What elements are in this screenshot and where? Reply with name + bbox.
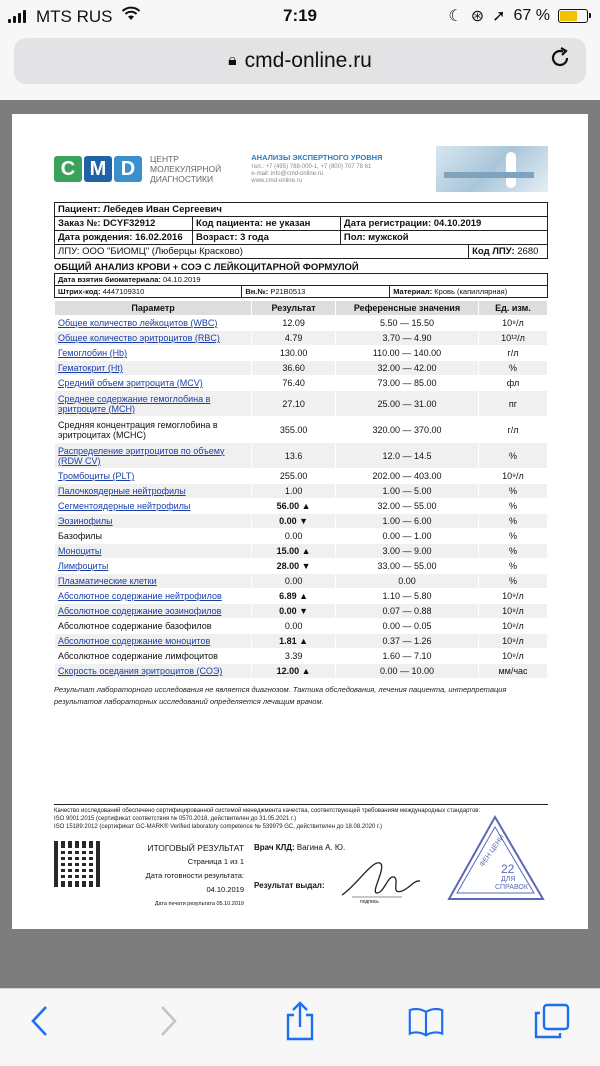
lab-header bbox=[54, 144, 548, 194]
param-cell[interactable]: Абсолютное содержание нейтрофилов bbox=[55, 589, 252, 604]
result-cell: 0.00 ▼ bbox=[252, 604, 336, 619]
result-cell: 255.00 bbox=[252, 469, 336, 484]
reference-cell: 0.37 — 1.26 bbox=[335, 634, 478, 649]
reference-cell: 1.00 — 5.00 bbox=[335, 484, 478, 499]
result-cell: 28.00 ▼ bbox=[252, 559, 336, 574]
table-row bbox=[55, 376, 548, 391]
reference-cell: 1.10 — 5.80 bbox=[335, 589, 478, 604]
param-cell[interactable]: Эозинофилы bbox=[55, 514, 252, 529]
unit-cell: 10⁹/л bbox=[478, 604, 547, 619]
unit-cell: 10⁹/л bbox=[478, 634, 547, 649]
table-row bbox=[55, 619, 548, 634]
unit-cell: % bbox=[478, 544, 547, 559]
result-cell: 0.00 ▼ bbox=[252, 514, 336, 529]
table-row bbox=[55, 544, 548, 559]
result-cell: 130.00 bbox=[252, 346, 336, 361]
sample-meta-table bbox=[54, 273, 548, 298]
param-cell: Абсолютное содержание лимфоцитов bbox=[55, 649, 252, 664]
unit-cell: % bbox=[478, 484, 547, 499]
signature-area bbox=[54, 833, 548, 911]
table-row bbox=[55, 634, 548, 649]
reference-cell: 3.00 — 9.00 bbox=[335, 544, 478, 559]
svg-text:ДЛЯ: ДЛЯ bbox=[501, 876, 516, 883]
unit-cell: % bbox=[478, 514, 547, 529]
result-cell: 36.60 bbox=[252, 361, 336, 376]
result-cell: 3.39 bbox=[252, 649, 336, 664]
table-row bbox=[55, 417, 548, 443]
result-cell: 4.79 bbox=[252, 331, 336, 346]
reference-cell: 0.00 — 10.00 bbox=[335, 664, 478, 679]
table-row bbox=[55, 443, 548, 469]
param-cell[interactable]: Гемоглобин (Hb) bbox=[55, 346, 252, 361]
result-cell: 355.00 bbox=[252, 417, 336, 443]
battery-icon bbox=[558, 9, 588, 23]
document-page bbox=[12, 114, 588, 929]
material: Материал: Кровь (капиллярная) bbox=[390, 286, 548, 298]
param-cell[interactable]: Моноциты bbox=[55, 544, 252, 559]
patient-name: Пациент: Лебедев Иван Сергеевич bbox=[55, 203, 548, 217]
lock-icon: 🔒︎ bbox=[228, 52, 237, 69]
final-result-block: ИТОГОВЫЙ РЕЗУЛЬТАТ Страница 1 из 1 Дата готовности результата: 04.10.2019 Дата печати результата 05.10.2019 bbox=[145, 843, 244, 907]
qr-code bbox=[54, 841, 100, 887]
unit-cell: % bbox=[478, 361, 547, 376]
safari-toolbar bbox=[0, 988, 600, 1066]
patient-code: Код пациента: не указан bbox=[193, 217, 341, 231]
reference-cell: 110.00 — 140.00 bbox=[335, 346, 478, 361]
param-cell[interactable]: Распределение эритроцитов по объему (RDW CV) bbox=[55, 443, 252, 469]
unit-cell: г/л bbox=[478, 417, 547, 443]
battery-percent: 67 % bbox=[513, 7, 550, 24]
bookmarks-icon[interactable] bbox=[408, 1003, 444, 1039]
center-name: ЦЕНТР МОЛЕКУЛЯРНОЙ ДИАГНОСТИКИ bbox=[150, 154, 222, 184]
table-row bbox=[55, 499, 548, 514]
unit-cell: % bbox=[478, 529, 547, 544]
reload-icon[interactable] bbox=[548, 46, 572, 77]
address-bar[interactable] bbox=[14, 38, 586, 84]
test-title: ОБЩИЙ АНАЛИЗ КРОВИ + СОЭ С ЛЕЙКОЦИТАРНОЙ ФОРМУЛОЙ bbox=[54, 262, 359, 273]
column-header: Результат bbox=[252, 301, 336, 316]
param-cell: Базофилы bbox=[55, 529, 252, 544]
column-header: Ед. изм. bbox=[478, 301, 547, 316]
lpu-code: Код ЛПУ: 2680 bbox=[469, 245, 548, 259]
signature-caption: подпись bbox=[360, 899, 379, 905]
back-icon[interactable] bbox=[22, 1003, 58, 1039]
url-text: cmd-online.ru bbox=[244, 49, 372, 72]
param-cell[interactable]: Скорость оседания эритроцитов (СОЭ) bbox=[55, 664, 252, 679]
status-bar bbox=[0, 0, 600, 34]
clock: 7:19 bbox=[282, 6, 318, 25]
param-cell[interactable]: Общее количество эритроцитов (RBC) bbox=[55, 331, 252, 346]
param-cell: Абсолютное содержание базофилов bbox=[55, 619, 252, 634]
cmd-logo bbox=[54, 156, 142, 182]
unit-cell: 10⁹/л bbox=[478, 619, 547, 634]
reference-cell: 5.50 — 15.50 bbox=[335, 316, 478, 331]
sample-date: Дата взятия биоматериала: 04.10.2019 bbox=[55, 274, 548, 286]
result-cell: 0.00 bbox=[252, 529, 336, 544]
barcode: Штрих-код: 4447109310 bbox=[55, 286, 242, 298]
table-row bbox=[55, 331, 548, 346]
table-row bbox=[55, 346, 548, 361]
svg-text:ФЕН ЦЕНИ: ФЕН ЦЕНИ bbox=[478, 833, 506, 869]
table-row bbox=[55, 589, 548, 604]
logo-letter-d: D bbox=[114, 156, 142, 182]
reference-cell: 0.00 — 0.05 bbox=[335, 619, 478, 634]
moon-icon: ☾ bbox=[448, 8, 463, 25]
lab-photo bbox=[436, 146, 548, 192]
issued-by-label: Результат выдал: bbox=[254, 881, 325, 890]
svg-text:СПРАВОК: СПРАВОК bbox=[495, 884, 528, 891]
reference-cell: 1.60 — 7.10 bbox=[335, 649, 478, 664]
pdf-viewer[interactable] bbox=[0, 100, 600, 988]
logo-letter-c: C bbox=[54, 156, 82, 182]
unit-cell: % bbox=[478, 499, 547, 514]
reference-cell: 202.00 — 403.00 bbox=[335, 469, 478, 484]
param-cell[interactable]: Абсолютное содержание эозинофилов bbox=[55, 604, 252, 619]
result-cell: 76.40 bbox=[252, 376, 336, 391]
result-cell: 1.00 bbox=[252, 484, 336, 499]
battery-fill bbox=[560, 11, 577, 21]
reference-cell: 0.07 — 0.88 bbox=[335, 604, 478, 619]
result-cell: 15.00 ▲ bbox=[252, 544, 336, 559]
results-table bbox=[54, 300, 548, 679]
tabs-icon[interactable] bbox=[534, 1003, 570, 1039]
orientation-lock-icon: ⊛ bbox=[470, 8, 485, 25]
result-cell: 1.81 ▲ bbox=[252, 634, 336, 649]
reference-cell: 0.00 — 1.00 bbox=[335, 529, 478, 544]
table-row bbox=[55, 391, 548, 417]
result-cell: 6.89 ▲ bbox=[252, 589, 336, 604]
forward-icon[interactable] bbox=[150, 1003, 186, 1039]
patient-info-table bbox=[54, 202, 548, 259]
location-icon: ➚ bbox=[492, 8, 506, 25]
param-cell[interactable]: Среднее содержание гемоглобина в эритроците (MCH) bbox=[55, 391, 252, 417]
param-cell[interactable]: Палочкоядерные нейтрофилы bbox=[55, 484, 252, 499]
lab-contacts: АНАЛИЗЫ ЭКСПЕРТНОГО УРОВНЯ тел.: +7 (495) 788-000-1, +7 (800) 707 78 61 e-mail: info@cmd-online.ru www.cmd-online.ru bbox=[251, 152, 383, 184]
registration-date: Дата регистрации: 04.10.2019 bbox=[340, 217, 547, 231]
unit-cell: 10⁹/л bbox=[478, 316, 547, 331]
unit-cell: 10¹²/л bbox=[478, 331, 547, 346]
unit-cell: г/л bbox=[478, 346, 547, 361]
logo-letter-m: M bbox=[84, 156, 112, 182]
reference-cell: 1.00 — 6.00 bbox=[335, 514, 478, 529]
table-row bbox=[55, 484, 548, 499]
reference-cell: 32.00 — 42.00 bbox=[335, 361, 478, 376]
param-cell[interactable]: Сегментоядерные нейтрофилы bbox=[55, 499, 252, 514]
reference-cell: 3.70 — 4.90 bbox=[335, 331, 478, 346]
column-header: Параметр bbox=[55, 301, 252, 316]
birth-date: Дата рождения: 16.02.2016 bbox=[55, 231, 193, 245]
table-row bbox=[55, 664, 548, 679]
param-cell[interactable]: Тромбоциты (PLT) bbox=[55, 469, 252, 484]
result-cell: 56.00 ▲ bbox=[252, 499, 336, 514]
reference-cell: 73.00 — 85.00 bbox=[335, 376, 478, 391]
lpu: ЛПУ: ООО "БИОМЦ" (Люберцы Красково) bbox=[55, 245, 469, 259]
table-row bbox=[55, 514, 548, 529]
table-row bbox=[55, 559, 548, 574]
svg-text:22: 22 bbox=[501, 862, 515, 876]
result-cell: 0.00 bbox=[252, 619, 336, 634]
param-cell[interactable]: Гематокрит (Ht) bbox=[55, 361, 252, 376]
unit-cell: % bbox=[478, 443, 547, 469]
reference-cell: 32.00 — 55.00 bbox=[335, 499, 478, 514]
unit-cell: мм/час bbox=[478, 664, 547, 679]
table-row bbox=[55, 649, 548, 664]
table-row bbox=[55, 316, 548, 331]
laboratory-stamp bbox=[443, 811, 548, 907]
sex: Пол: мужской bbox=[340, 231, 547, 245]
param-cell[interactable]: Средний объем эритроцита (MCV) bbox=[55, 376, 252, 391]
unit-cell: % bbox=[478, 559, 547, 574]
unit-cell: 10⁹/л bbox=[478, 469, 547, 484]
reference-cell: 0.00 bbox=[335, 574, 478, 589]
disclaimer-note: Результат лабораторного исследования не является диагнозом. Тактика обследования, лечения пациента, интерпретация результатов лабораторных исследований определяется лечащим врачом. bbox=[54, 685, 507, 706]
param-cell[interactable]: Общее количество лейкоцитов (WBC) bbox=[55, 316, 252, 331]
result-cell: 12.09 bbox=[252, 316, 336, 331]
certification-text: Качество исследований обеспечено сертифицированной системой менеджмента качества, соответствующей требованиям международных стандартов: ISO 9001:2015 (сертификат соответствия № 0570.2018, действителен до 31.05.2021 г.) ISO 15189:2012 (сертификат GC-MARK® Verified laboratory competence № 539979 GC, действителен до 18.08.2020 г.) bbox=[54, 804, 548, 831]
lab-slogan: АНАЛИЗЫ ЭКСПЕРТНОГО УРОВНЯ bbox=[251, 152, 383, 162]
result-cell: 13.6 bbox=[252, 443, 336, 469]
order-number: Заказ №: DCYF32912 bbox=[55, 217, 193, 231]
column-header: Референсные значения bbox=[335, 301, 478, 316]
unit-cell: пг bbox=[478, 391, 547, 417]
carrier-name: MTS RUS bbox=[36, 7, 113, 26]
reference-cell: 33.00 — 55.00 bbox=[335, 559, 478, 574]
reference-cell: 25.00 — 31.00 bbox=[335, 391, 478, 417]
document-footer bbox=[54, 804, 548, 911]
signature bbox=[332, 855, 422, 905]
table-row bbox=[55, 574, 548, 589]
table-row bbox=[55, 529, 548, 544]
reference-cell: 320.00 — 370.00 bbox=[335, 417, 478, 443]
unit-cell: 10⁹/л bbox=[478, 589, 547, 604]
unit-cell: 10⁹/л bbox=[478, 649, 547, 664]
result-cell: 12.00 ▲ bbox=[252, 664, 336, 679]
table-row bbox=[55, 604, 548, 619]
param-cell[interactable]: Плазматические клетки bbox=[55, 574, 252, 589]
param-cell[interactable]: Лимфоциты bbox=[55, 559, 252, 574]
table-row bbox=[55, 469, 548, 484]
result-cell: 27.10 bbox=[252, 391, 336, 417]
doctor-info: Врач КЛД: Вагина А. Ю. Результат выдал: bbox=[254, 841, 345, 855]
share-icon[interactable] bbox=[282, 1003, 318, 1039]
param-cell[interactable]: Абсолютное содержание моноцитов bbox=[55, 634, 252, 649]
unit-cell: % bbox=[478, 574, 547, 589]
table-row bbox=[55, 361, 548, 376]
reference-cell: 12.0 — 14.5 bbox=[335, 443, 478, 469]
internal-number: Вн.№: P21B0513 bbox=[242, 286, 390, 298]
age: Возраст: 3 года bbox=[193, 231, 341, 245]
param-cell: Средняя концентрация гемоглобина в эритроцитах (MCHC) bbox=[55, 417, 252, 443]
unit-cell: фл bbox=[478, 376, 547, 391]
result-cell: 0.00 bbox=[252, 574, 336, 589]
